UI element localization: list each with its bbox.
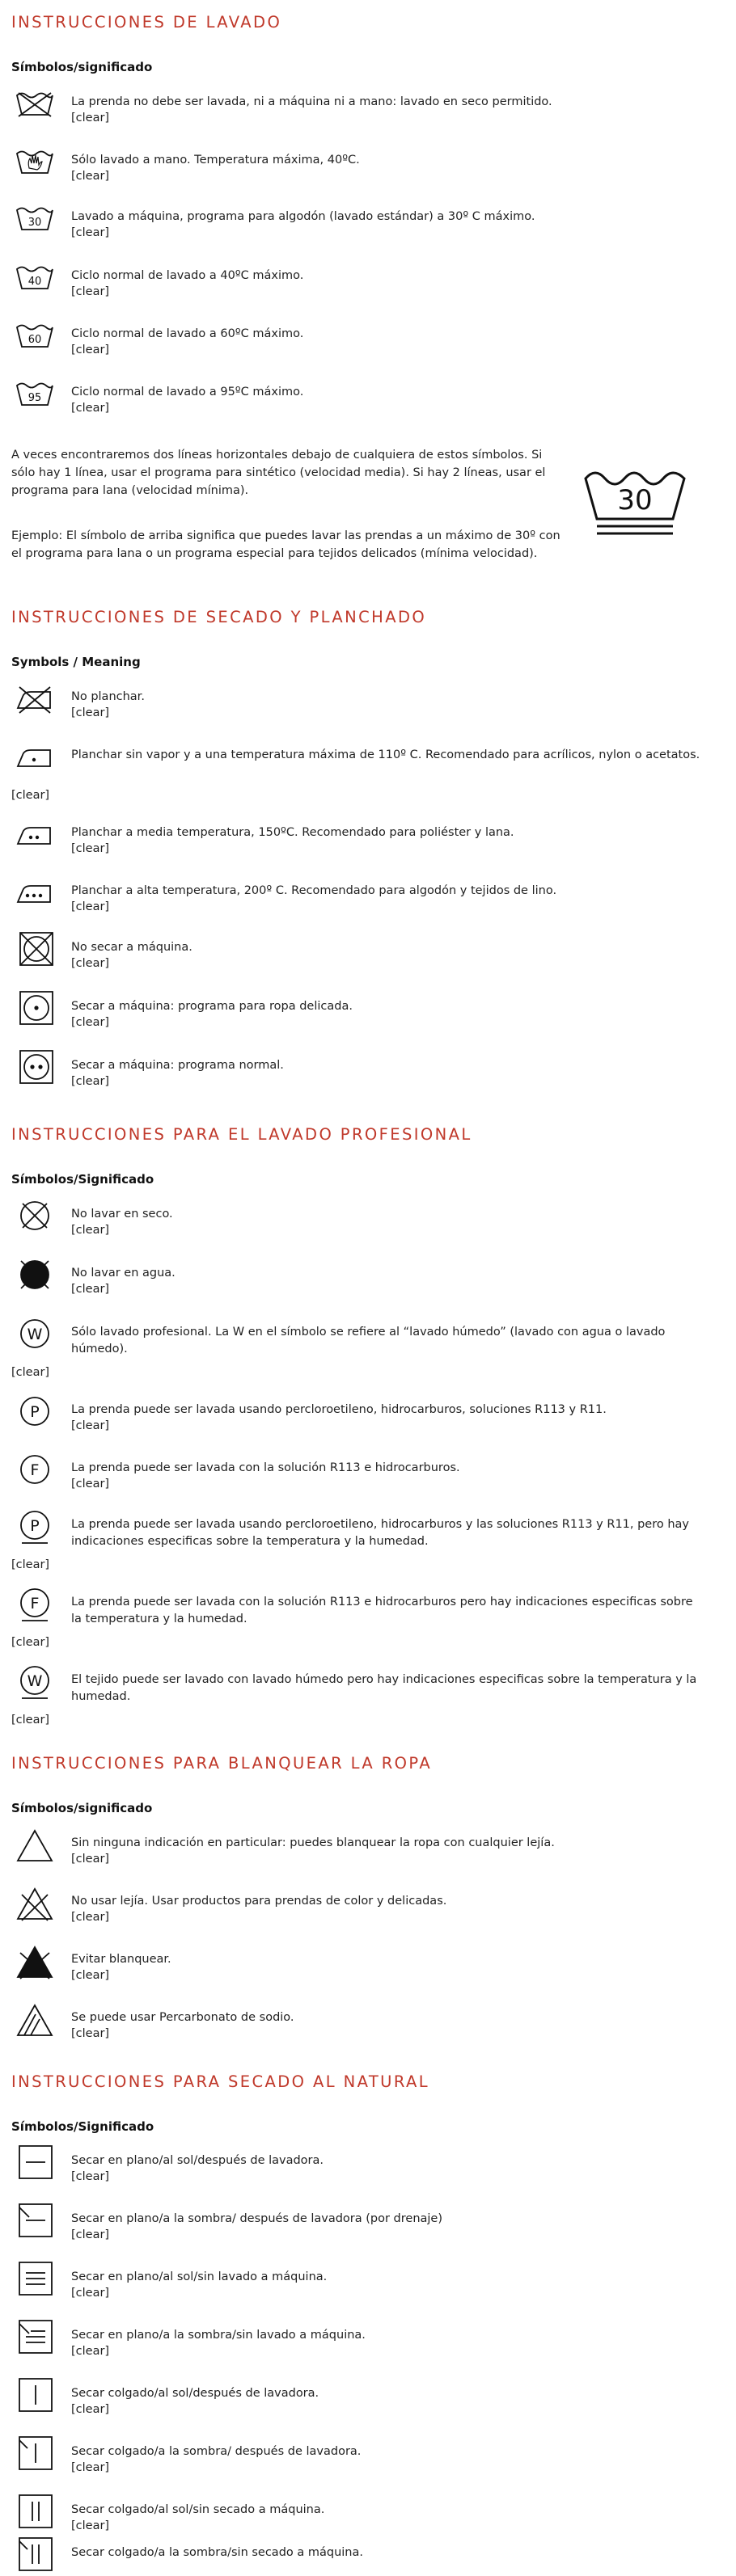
item-description: Ciclo normal de lavado a 40ºC máximo. <box>71 269 304 282</box>
dry-flat-shade-icon <box>15 2204 55 2237</box>
list-item <box>11 1199 691 1248</box>
clear-label: [clear] <box>71 402 110 415</box>
list-item <box>11 2204 691 2253</box>
clear-label: [clear] <box>11 1558 50 1571</box>
list-item <box>11 319 691 368</box>
item-description: Lavado a máquina, programa para algodón (lavado estándar) a 30º C máximo. <box>71 210 535 223</box>
item-description: Evitar blanquear. <box>71 1953 171 1966</box>
section-subtitle-lavado: Símbolos/significado <box>11 60 153 74</box>
wash-30-icon <box>15 202 55 234</box>
clear-label: [clear] <box>71 1911 110 1924</box>
list-item <box>11 992 691 1040</box>
clear-label: [clear] <box>71 226 110 239</box>
clear-label: [clear] <box>71 1478 110 1490</box>
clear-label: [clear] <box>71 2461 110 2474</box>
clear-label: [clear] <box>71 344 110 356</box>
section-subtitle-natural: Símbolos/Significado <box>11 2119 154 2134</box>
list-item <box>11 2321 691 2369</box>
no-tumble-dry-icon <box>15 933 55 965</box>
item-description: Secar colgado/a la sombra/sin secado a máquina. <box>71 2546 363 2559</box>
clear-label: [clear] <box>71 1283 110 1296</box>
svg-text:40: 40 <box>27 276 42 288</box>
list-item <box>11 261 691 310</box>
avoid-bleach-icon <box>15 1945 55 1980</box>
clear-label: [clear] <box>71 957 110 970</box>
item-description: La prenda no debe ser lavada, ni a máquina ni a mano: lavado en seco permitido. <box>71 95 552 108</box>
item-description: Secar en plano/a la sombra/ después de lavadora (por drenaje) <box>71 2212 443 2225</box>
list-item <box>11 2262 691 2311</box>
svg-text:P: P <box>30 1403 40 1421</box>
list-item <box>11 145 691 194</box>
item-description: Planchar sin vapor y a una temperatura máxima de 110º C. Recomendado para acrílicos, nylon o acetatos. <box>71 748 700 761</box>
item-description: Sólo lavado profesional. La W en el símbolo se refiere al “lavado húmedo” (lavado con agua o lavado húmedo). <box>71 1326 666 1355</box>
svg-text:30: 30 <box>27 217 42 229</box>
list-item <box>11 1665 697 1731</box>
clear-label: [clear] <box>71 842 110 855</box>
item-description: No lavar en seco. <box>71 1208 173 1221</box>
clear-label: [clear] <box>71 900 110 913</box>
item-description: Secar en plano/al sol/sin lavado a máquina. <box>71 2270 328 2283</box>
svg-text:W: W <box>27 1326 43 1343</box>
dry-flat-sun-nowasher-icon <box>15 2262 55 2295</box>
item-description: La prenda puede ser lavada usando percloroetileno, hidrocarburos, soluciones R113 y R11. <box>71 1403 607 1416</box>
tumble-dry-low-icon <box>15 992 55 1024</box>
section-title-natural: INSTRUCCIONES PARA SECADO AL NATURAL <box>11 2072 429 2091</box>
iron-high-icon <box>15 876 55 909</box>
paragraph-example: Ejemplo: El símbolo de arriba significa que puedes lavar las prendas a un máximo de 30º con el programa para lana o un programa especial para tejidos delicados (mínima velocidad). <box>11 529 560 560</box>
dry-clean-f-bar-icon <box>15 1587 55 1623</box>
bleach-any-icon <box>15 1828 55 1864</box>
dry-clean-f-icon <box>15 1453 55 1486</box>
list-item <box>11 1945 691 1993</box>
iron-low-icon <box>15 740 55 773</box>
clear-label: [clear] <box>11 1714 50 1726</box>
clear-label: [clear] <box>71 2228 110 2241</box>
svg-text:W: W <box>27 1672 43 1690</box>
section-title-lavado: INSTRUCCIONES DE LAVADO <box>11 13 282 32</box>
oxygen-bleach-icon <box>15 2003 55 2038</box>
svg-text:95: 95 <box>27 392 42 404</box>
line-dry-shade-icon <box>15 2437 55 2469</box>
item-description: Secar a máquina: programa normal. <box>71 1059 284 1072</box>
list-item <box>11 1453 691 1502</box>
item-description: Secar colgado/a la sombra/ después de lavadora. <box>71 2445 362 2458</box>
no-dry-clean-icon <box>15 1199 55 1232</box>
list-item <box>11 87 691 136</box>
item-description: Se puede usar Percarbonato de sodio. <box>71 2011 294 2024</box>
list-item <box>11 2003 691 2051</box>
list-item <box>11 933 691 981</box>
item-description: No planchar. <box>71 690 145 703</box>
dry-flat-sun-icon <box>15 2146 55 2178</box>
clear-label: [clear] <box>71 285 110 298</box>
list-item <box>11 2146 691 2194</box>
clear-label: [clear] <box>11 1366 50 1379</box>
line-dry-sun-icon <box>15 2379 55 2411</box>
svg-text:F: F <box>30 1595 40 1613</box>
list-item <box>11 1828 691 1877</box>
item-description: Secar en plano/al sol/después de lavadora. <box>71 2154 324 2167</box>
item-description: No secar a máquina. <box>71 941 192 954</box>
dry-flat-shade-nowasher-icon <box>15 2321 55 2353</box>
paragraph-lines-note: A veces encontraremos dos líneas horizontales debajo de cualquiera de estos símbolos. Si sólo hay 1 línea, usar el programa para sintético (velocidad media). Si hay 2 líneas, usar el programa para lana (velocidad mínima). <box>11 449 546 497</box>
clear-label: [clear] <box>71 2170 110 2183</box>
section-title-profesional: INSTRUCCIONES PARA EL LAVADO PROFESIONAL <box>11 1125 472 1144</box>
item-description: Secar colgado/al sol/después de lavadora. <box>71 2387 319 2400</box>
list-item <box>11 202 691 251</box>
wash-95-icon <box>15 377 55 410</box>
no-wash-icon <box>15 87 55 120</box>
list-item <box>11 1051 691 1099</box>
clear-label: [clear] <box>71 1016 110 1029</box>
item-description: La prenda puede ser lavada con la solución R113 e hidrocarburos pero hay indicaciones especificas sobre la temperatura y la humedad. <box>71 1596 693 1625</box>
item-description: Planchar a media temperatura, 150ºC. Recomendado para poliéster y lana. <box>71 826 514 839</box>
list-item <box>11 2495 691 2544</box>
svg-text:30: 30 <box>617 484 653 516</box>
item-description: El tejido puede ser lavado con lavado húmedo pero hay indicaciones especificas sobre la temperatura y la humedad. <box>71 1673 697 1703</box>
wash-60-icon <box>15 319 55 352</box>
wash-30-gentle-icon <box>582 459 687 538</box>
list-item <box>11 1318 691 1384</box>
line-dry-sun-nodryer-icon <box>15 2495 55 2528</box>
item-description: Secar en plano/a la sombra/sin lavado a máquina. <box>71 2329 366 2342</box>
list-item <box>11 2437 691 2485</box>
no-bleach-icon <box>15 1887 55 1922</box>
iron-medium-icon <box>15 818 55 850</box>
list-item <box>11 876 691 925</box>
item-description: Sólo lavado a mano. Temperatura máxima, 40ºC. <box>71 154 360 167</box>
list-item <box>11 2379 691 2427</box>
clear-label: [clear] <box>71 2403 110 2416</box>
clear-label: [clear] <box>71 112 110 124</box>
clear-label: [clear] <box>11 789 50 802</box>
line-dry-shade-nodryer-icon <box>15 2538 55 2570</box>
list-item <box>11 1395 691 1444</box>
section-title-secado: INSTRUCCIONES DE SECADO Y PLANCHADO <box>11 608 427 626</box>
dry-clean-p-icon <box>15 1395 55 1427</box>
item-description: Ciclo normal de lavado a 60ºC máximo. <box>71 327 304 340</box>
list-item <box>11 1887 691 1935</box>
dry-clean-p-bar-icon <box>15 1510 55 1545</box>
clear-label: [clear] <box>71 706 110 719</box>
list-item <box>11 682 691 731</box>
list-item <box>11 1587 691 1654</box>
list-item <box>11 818 691 866</box>
item-description: La prenda puede ser lavada usando percloroetileno, hidrocarburos y las soluciones R113 y R11, pero hay indicaciones especificas sobre la temperatura y la humedad. <box>71 1518 690 1548</box>
item-description: No usar lejía. Usar productos para prendas de color y delicadas. <box>71 1895 447 1908</box>
clear-label: [clear] <box>71 2519 110 2532</box>
item-description: No lavar en agua. <box>71 1267 176 1280</box>
list-item <box>11 740 700 807</box>
wet-clean-w-bar-icon <box>15 1665 55 1701</box>
clear-label: [clear] <box>71 1075 110 1088</box>
section-title-blanquear: INSTRUCCIONES PARA BLANQUEAR LA ROPA <box>11 1754 433 1773</box>
list-item <box>11 2538 691 2574</box>
svg-text:F: F <box>30 1461 40 1479</box>
no-iron-icon <box>15 682 55 715</box>
clear-label: [clear] <box>71 2027 110 2040</box>
clear-label: [clear] <box>71 2345 110 2358</box>
list-item <box>11 1510 691 1576</box>
item-description: Ciclo normal de lavado a 95ºC máximo. <box>71 386 304 398</box>
section-subtitle-secado: Symbols / Meaning <box>11 655 141 669</box>
wash-40-icon <box>15 261 55 293</box>
list-item <box>11 377 691 426</box>
hand-wash-icon <box>15 145 55 178</box>
list-item <box>11 1258 691 1307</box>
section-subtitle-profesional: Símbolos/Significado <box>11 1172 154 1187</box>
svg-text:P: P <box>30 1517 40 1535</box>
section-subtitle-blanquear: Símbolos/significado <box>11 1801 153 1815</box>
item-description: Planchar a alta temperatura, 200º C. Recomendado para algodón y tejidos de lino. <box>71 884 557 897</box>
clear-label: [clear] <box>71 1419 110 1432</box>
clear-label: [clear] <box>71 1853 110 1866</box>
clear-label: [clear] <box>71 1969 110 1982</box>
item-description: Secar colgado/al sol/sin secado a máquina. <box>71 2503 325 2516</box>
clear-label: [clear] <box>11 1636 50 1649</box>
item-description: Secar a máquina: programa para ropa delicada. <box>71 1000 353 1013</box>
tumble-dry-normal-icon <box>15 1051 55 1083</box>
clear-label: [clear] <box>71 1224 110 1237</box>
clear-label: [clear] <box>71 170 110 183</box>
wet-clean-w-icon <box>15 1318 55 1350</box>
svg-text:60: 60 <box>27 334 42 346</box>
clear-label: [clear] <box>71 2287 110 2300</box>
item-description: Sin ninguna indicación en particular: puedes blanquear la ropa con cualquier lejía. <box>71 1836 555 1849</box>
item-description: La prenda puede ser lavada con la solución R113 e hidrocarburos. <box>71 1461 460 1474</box>
no-water-wash-icon <box>15 1258 55 1291</box>
